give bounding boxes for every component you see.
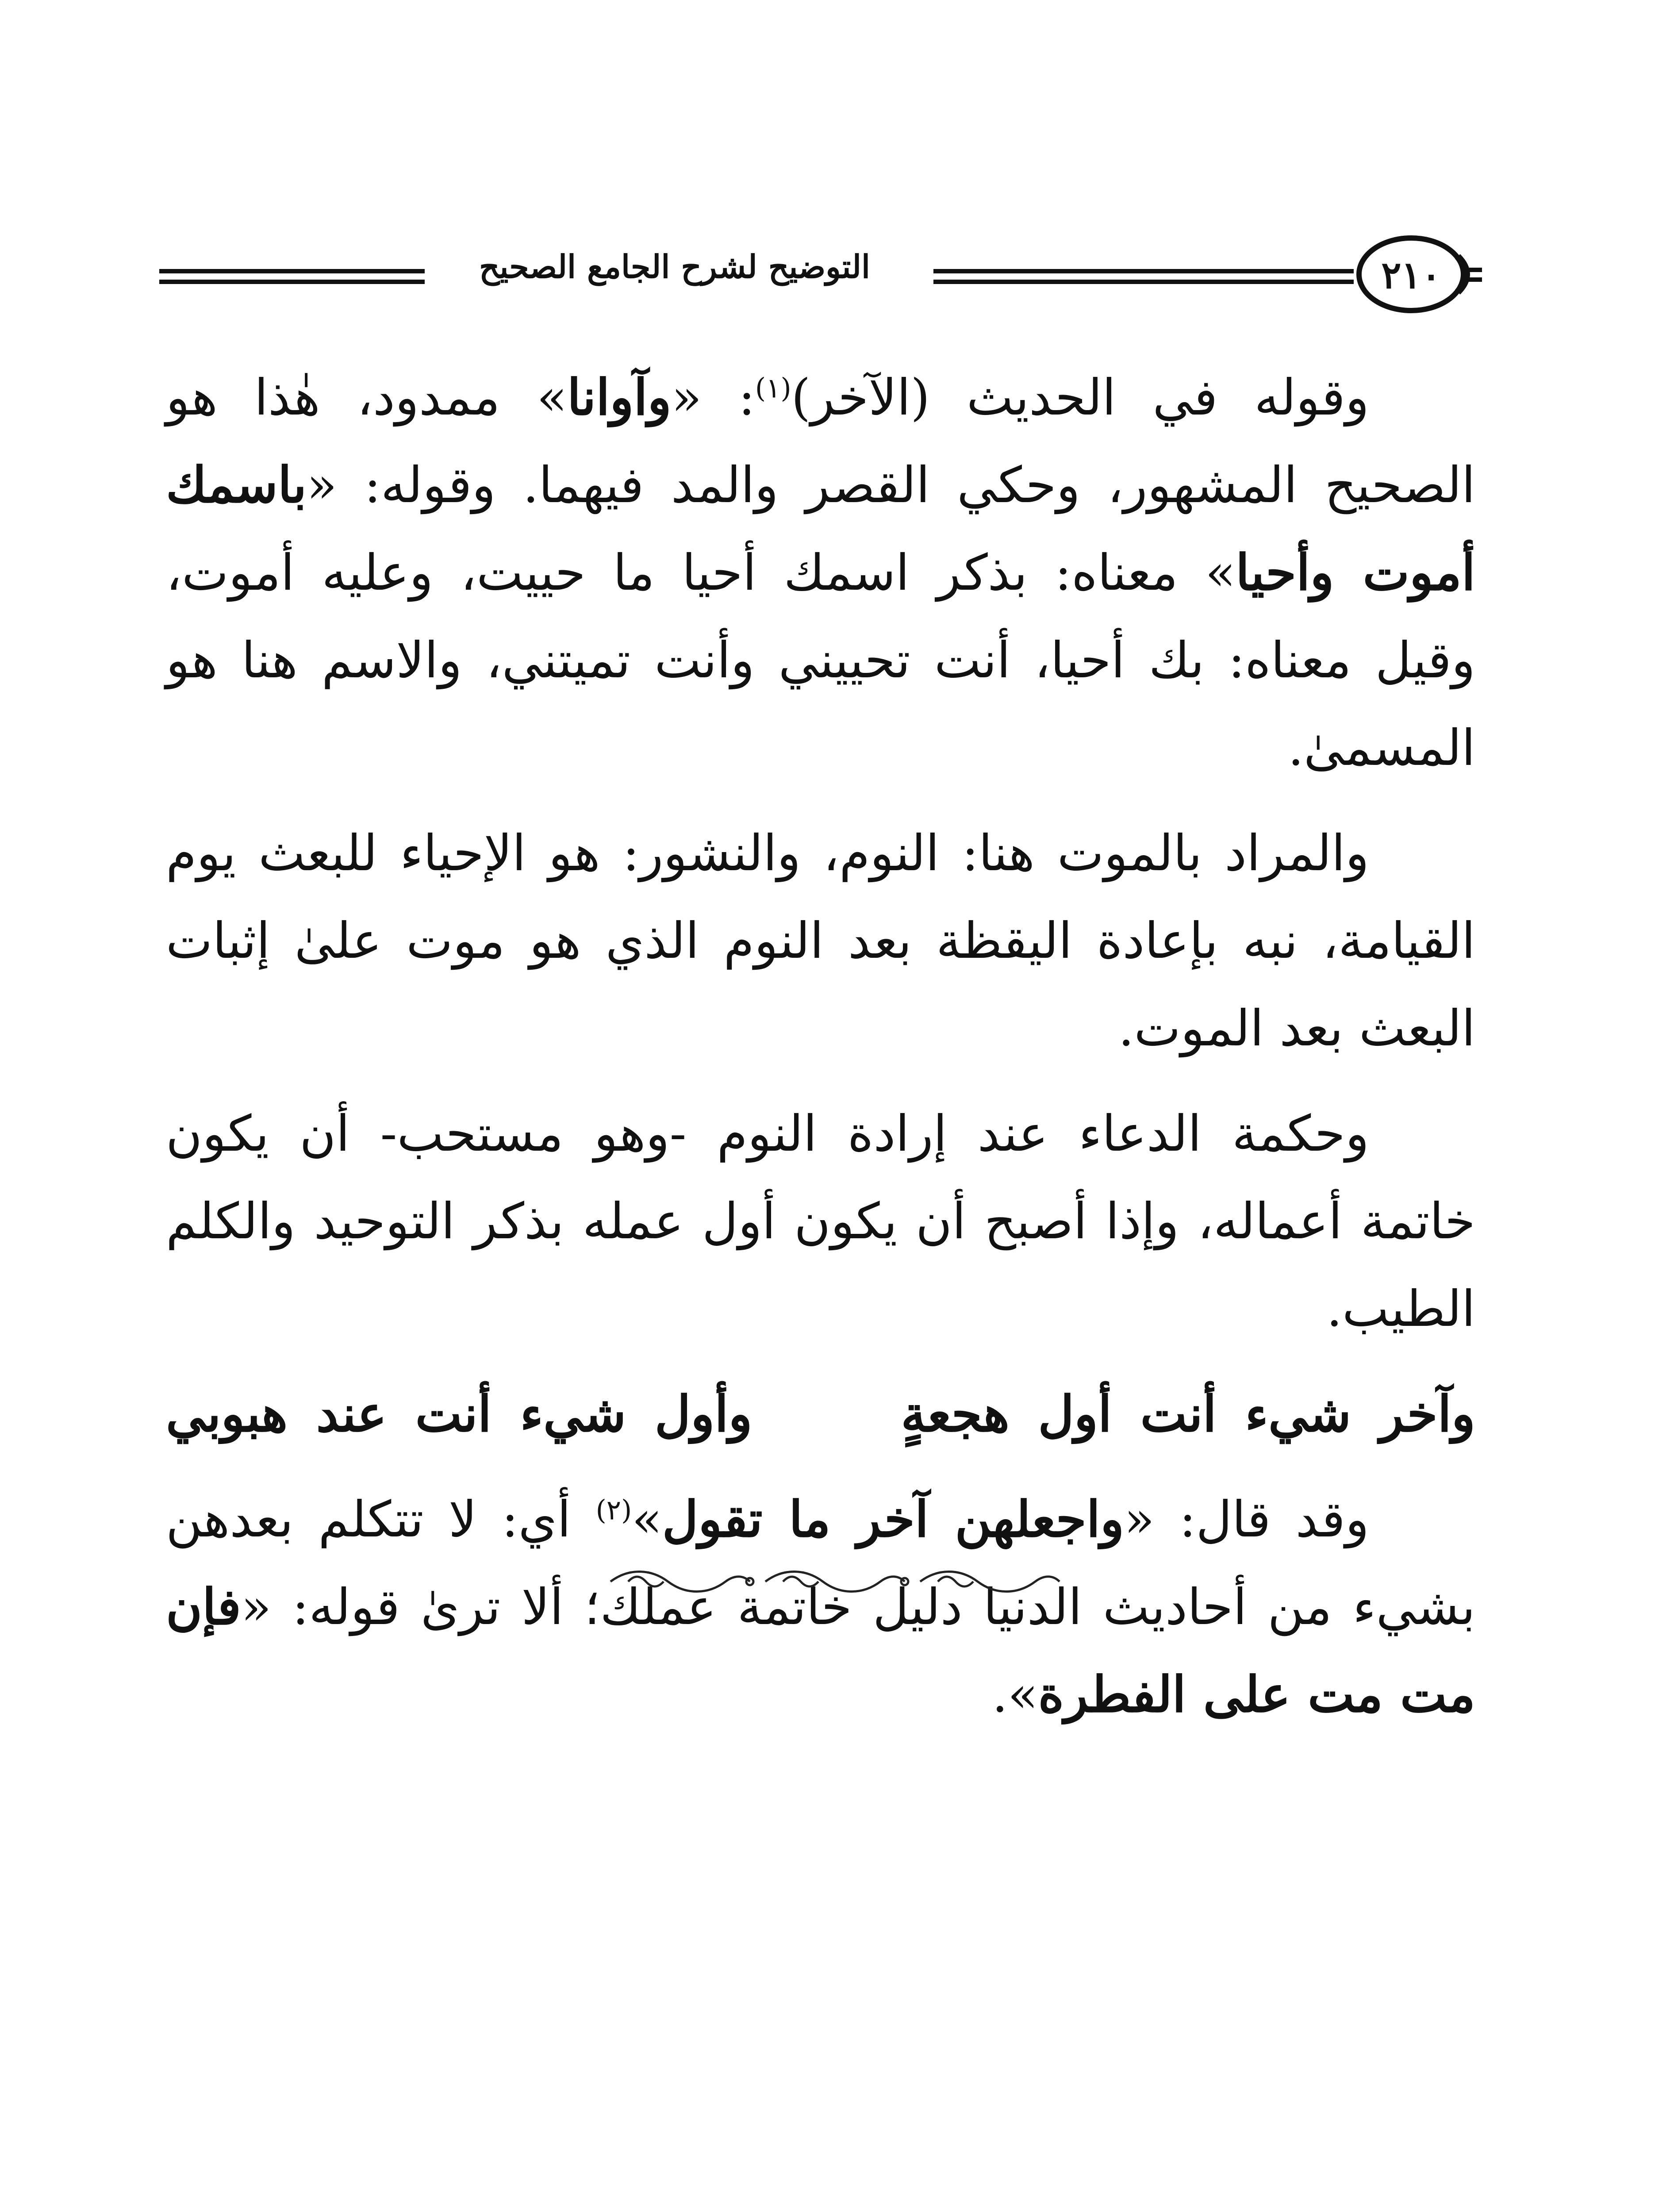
main-text xyxy=(166,354,1475,1756)
header-rule-left xyxy=(159,269,425,284)
text-run: وقد قال: « xyxy=(1124,1491,1370,1548)
paragraph-1 xyxy=(166,354,1475,792)
text-run: » ممدود، هٰذا هو الصحيح المشهور، وحكي القصر والمد فيهما. وقوله: « xyxy=(166,369,1475,514)
paragraph-4 xyxy=(166,1476,1475,1739)
paragraph-3: وحكمة الدعاء عند إرادة النوم -وهو مستحب- أن يكون خاتمة أعماله، وإذا أصبح أن يكون أول عمله بذكر التوحيد والكلم الطيب. xyxy=(166,1105,1475,1338)
book-title: التوضيح لشرح الجامع الصحيح xyxy=(479,248,871,285)
text-run: ». xyxy=(992,1666,1038,1724)
verse-hemistich-left: وأول شيء أنت عند هبوبي xyxy=(166,1385,752,1443)
text-run: وقوله في الحديث (الآخر) xyxy=(791,369,1370,426)
running-header xyxy=(159,230,1491,319)
hadith-quote: باسمك أموت وأحيا xyxy=(166,456,1476,602)
footnote-ref-2[interactable]: (٢) xyxy=(595,1494,632,1526)
page-number: ٢١٠ xyxy=(1381,253,1441,297)
hadith-quote: وآوانا xyxy=(567,369,672,426)
text-run: » معناه: بذكر اسمك أحيا ما حييت، وعليه أموت، وقيل معناه: بك أحيا، أنت تحييني وأنت تميتني، والاسم هنا هو المسمىٰ. xyxy=(166,544,1475,777)
hadith-quote: فإن مت مت على الفطرة xyxy=(166,1578,1475,1724)
verse-hemistich-right: وآخر شيء أنت أول هجعةٍ xyxy=(901,1385,1475,1443)
footnote-ref-1[interactable]: (١) xyxy=(755,372,791,404)
text-run: » xyxy=(632,1491,662,1548)
section-end-ornament xyxy=(602,1566,1066,1597)
page-number-frame xyxy=(1354,230,1482,319)
text-run: : « xyxy=(671,369,755,426)
poetry-verse xyxy=(166,1371,1475,1458)
header-rule-right xyxy=(933,269,1354,284)
hadith-quote: واجعلهن آخر ما تقول xyxy=(662,1490,1125,1548)
text-run: أي: لا تتكلم بعدهن بشيء من أحاديث الدنيا دليل خاتمة عملك؛ ألا ترىٰ قوله: « xyxy=(166,1491,1475,1636)
paragraph-2: والمراد بالموت هنا: النوم، والنشور: هو الإحياء للبعث يوم القيامة، نبه بإعادة اليقظة بعد النوم الذي هو موت علىٰ إثبات البعث بعد الموت. xyxy=(166,825,1475,1057)
